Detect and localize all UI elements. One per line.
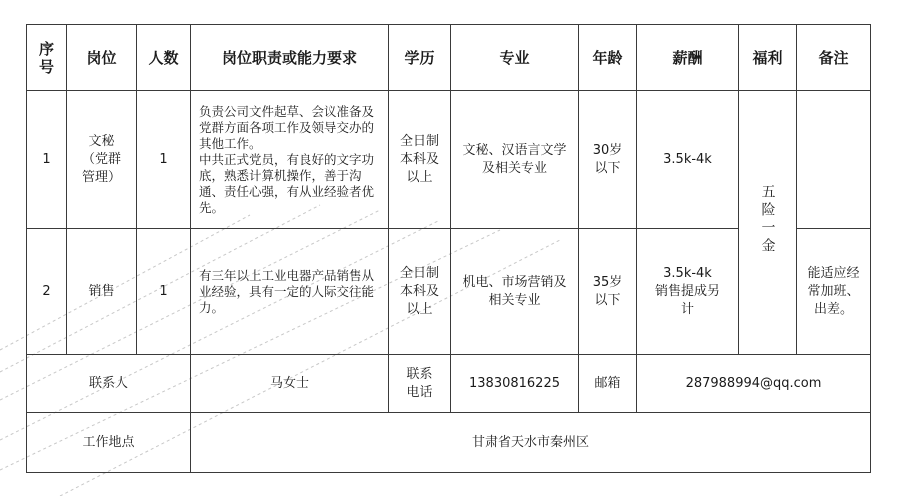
row-age: 30岁 以下 xyxy=(579,91,637,229)
location-row xyxy=(27,413,871,473)
welfare-cell xyxy=(739,91,797,355)
contact-row xyxy=(27,355,871,413)
row-position: 文秘 （党群 管理） xyxy=(67,91,137,229)
row-major: 文秘、汉语言文学 及相关专业 xyxy=(451,91,579,229)
row-count: 1 xyxy=(137,229,191,355)
row-remark xyxy=(797,91,871,229)
phone-number: 13830816225 xyxy=(451,355,579,413)
row-major: 机电、市场营销及 相关专业 xyxy=(451,229,579,355)
row-count: 1 xyxy=(137,91,191,229)
row-duties: 有三年以上工业电器产品销售从业经验，具有一定的人际交往能力。 xyxy=(191,229,389,355)
header-welfare: 福利 xyxy=(739,25,797,91)
header-remark: 备注 xyxy=(797,25,871,91)
email-label: 邮箱 xyxy=(579,355,637,413)
row-salary: 3.5k-4k xyxy=(637,91,739,229)
header-count: 人数 xyxy=(137,25,191,91)
header-major: 专业 xyxy=(451,25,579,91)
header-age: 年龄 xyxy=(579,25,637,91)
row-position: 销售 xyxy=(67,229,137,355)
header-education: 学历 xyxy=(389,25,451,91)
job-table xyxy=(26,24,871,473)
header-seq: 序号 xyxy=(27,25,67,91)
header-position: 岗位 xyxy=(67,25,137,91)
contact-name: 马女士 xyxy=(191,355,389,413)
table-row xyxy=(27,91,871,229)
row-remark: 能适应经 常加班、 出差。 xyxy=(797,229,871,355)
row-education: 全日制 本科及 以上 xyxy=(389,229,451,355)
header-duties: 岗位职责或能力要求 xyxy=(191,25,389,91)
header-row xyxy=(27,25,871,91)
row-age: 35岁 以下 xyxy=(579,229,637,355)
location-label: 工作地点 xyxy=(27,413,191,473)
row-salary: 3.5k-4k 销售提成另 计 xyxy=(637,229,739,355)
row-duties: 负责公司文件起草、会议准备及党群方面各项工作及领导交办的其他工作。 中共正式党员，有良好的文字功底，熟悉计算机操作，善于沟通、责任心强，有从业经验者优先。 xyxy=(191,91,389,229)
location-value: 甘肃省天水市秦州区 xyxy=(191,413,871,473)
row-education: 全日制 本科及 以上 xyxy=(389,91,451,229)
welfare-value: 五险一金 xyxy=(759,183,776,256)
phone-label: 联系 电话 xyxy=(389,355,451,413)
header-salary: 薪酬 xyxy=(637,25,739,91)
contact-label: 联系人 xyxy=(27,355,191,413)
row-seq: 2 xyxy=(27,229,67,355)
email-address: 287988994@qq.com xyxy=(637,355,871,413)
row-seq: 1 xyxy=(27,91,67,229)
